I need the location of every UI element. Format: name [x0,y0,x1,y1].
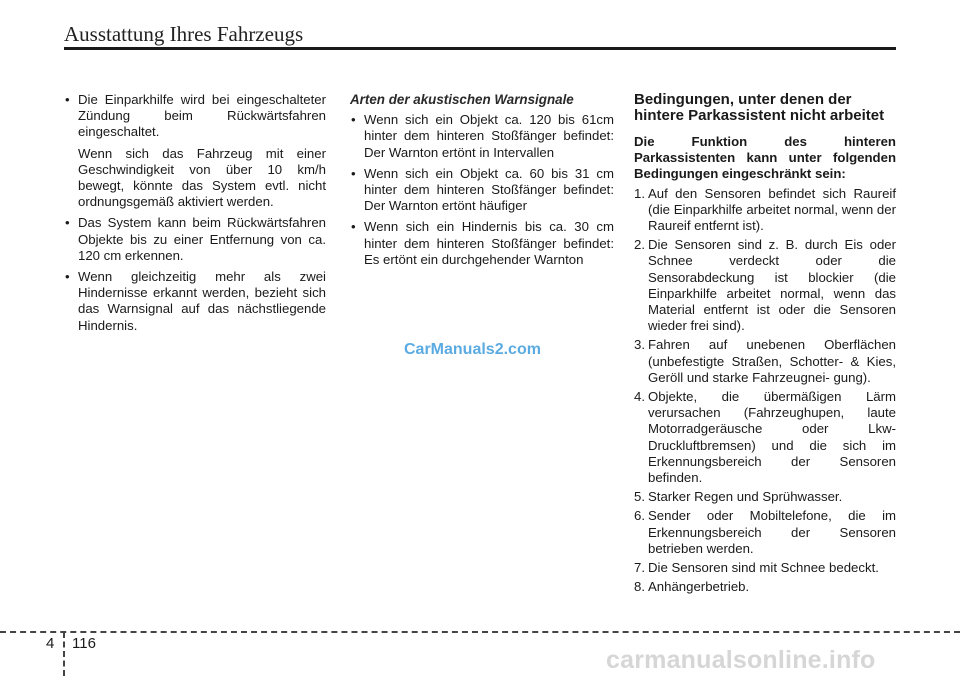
numbered-item [634,489,896,505]
item-number: 2. [634,237,645,253]
item-number: 4. [634,389,645,405]
bullet-item: • Wenn sich ein Objekt ca. 120 bis 61cm hinter dem hinteren Stoßfänger befindet: Der Warnton ertönt in Intervallen [350,112,614,161]
carmanuals-watermark: CarManuals2.com [404,341,541,358]
numbered-item [634,186,896,235]
footer-dashed-divider [63,632,65,676]
numbered-item [634,560,896,576]
chapter-number: 4 [46,635,55,652]
bullet-item: • Wenn gleichzeitig mehr als zwei Hindernisse erkannt werden, bezieht sich das Warnsignal auf das nächstliegende Hindernis. [64,269,326,334]
item-text: Starker Regen und Sprühwasser. [648,489,843,505]
section-heading-warning-signals: Arten der akustischen Warnsignale [350,92,574,107]
bullet-subparagraph: Wenn sich das Fahrzeug mit einer Geschwindigkeit von über 10 km/h bewegt, könnte das System evtl. nicht ordnungsgemäß aktiviert werden. [78,145,326,210]
header-rule [64,47,896,50]
numbered-item [634,237,896,334]
footer-dashed-rule [0,631,960,633]
bullet-item: • Das System kann beim Rückwärtsfahren Objekte bis zu einer Entfernung von ca. 120 cm erkennen. [64,215,326,264]
bullet-item: • Wenn sich ein Hindernis bis ca. 30 cm hinter dem hinteren Stoßfänger befindet: Es ertönt ein durchgehender Warnton [350,219,614,268]
column-3 [634,92,896,598]
item-text: Anhängerbetrieb. [648,579,750,595]
item-number: 5. [634,489,645,505]
bullet-item: • Die Einparkhilfe wird bei eingeschalteter Zündung beim Rückwärtsfahren eingeschaltet. [64,92,326,141]
page-header-title: Ausstattung Ihres Fahrzeugs [64,22,304,46]
item-text: Sender oder Mobiltelefone, die im Erkennungsbereich der Sensoren betrieben werden. [648,508,896,556]
item-number: 3. [634,337,645,353]
section-heading-conditions: Bedingungen, unter denen der hintere Parkassistent nicht arbeitet [634,91,885,124]
item-number: 6. [634,508,645,524]
site-watermark: carmanualsonline.info [606,646,876,674]
numbered-item [634,389,896,486]
bullet-item: • Wenn sich ein Objekt ca. 60 bis 31 cm hinter dem hinteren Stoßfänger befindet: Der Warnton ertönt häufiger [350,166,614,215]
column-1 [64,92,326,339]
item-number: 7. [634,560,645,576]
item-number: 8. [634,579,645,595]
item-text: Die Sensoren sind z. B. durch Eis oder Schnee verdeckt oder die Sensorabdeckung ist blockier (die Einparkhilfe arbeitet normal, wenn das Material entfernt ist oder die Sensoren wieder frei sind). [648,237,896,334]
intro-paragraph: Die Funktion des hinteren Parkassistenten kann unter folgenden Bedingungen eingeschränkt sein: [634,134,896,182]
item-text: Objekte, die übermäßigen Lärm verursachen (Fahrzeughupen, laute Motorradgeräusche oder Lkw-Druckluftbremsen) und die sich im Erkennungsbereich der Sensoren befinden. [648,389,896,486]
numbered-item [634,579,896,595]
column-2 [350,92,614,273]
numbered-item [634,508,896,557]
item-text: Die Sensoren sind mit Schnee bedeckt. [648,560,879,576]
page-number: 116 [72,635,96,652]
item-text: Fahren auf unebenen Oberflächen (unbefestigte Straßen, Schotter- & Kies, Geröll und starke Fahrzeugnei- gung). [648,337,896,385]
item-text: Auf den Sensoren befindet sich Raureif (die Einparkhilfe arbeitet normal, wenn der Raureif entfernt ist). [648,185,896,234]
item-number: 1. [634,185,645,201]
numbered-item [634,337,896,386]
